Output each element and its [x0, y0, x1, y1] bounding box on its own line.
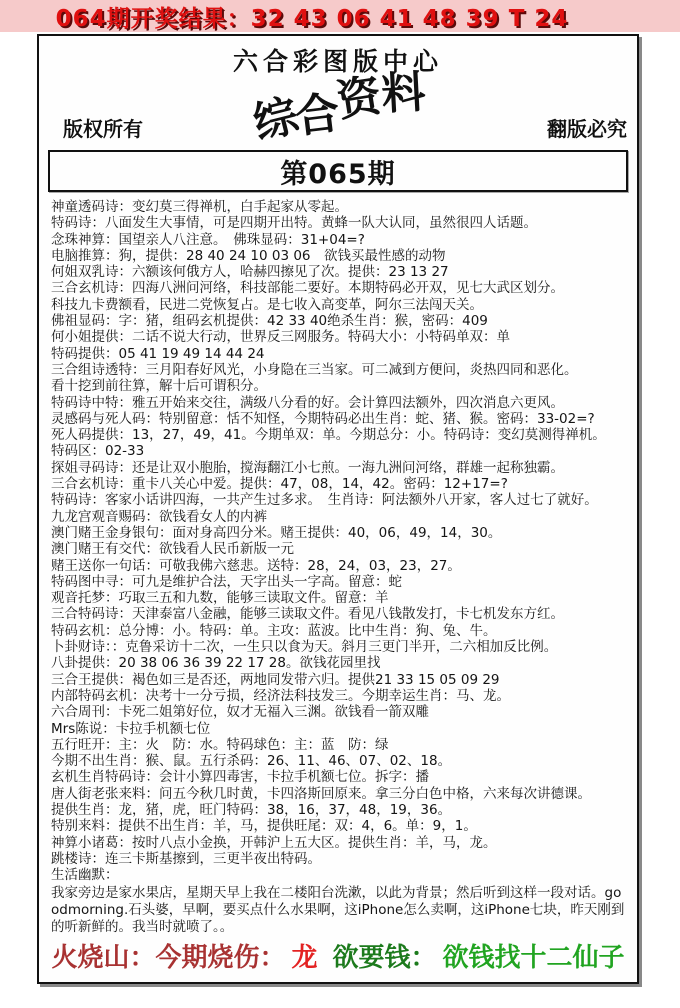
content-line: 特码诗中特：雅五开始来交往，满级八分看的好。会计算四法额外，四次消息六更风。 [51, 394, 564, 411]
content-line: 八卦提供：20 38 06 36 39 22 17 28。欲钱花园里找 [51, 655, 381, 672]
brand-char: 料 [380, 66, 427, 121]
content-line: 卜卦财诗：：克鲁采访十二次，一生只以食为天。斜月三更门半开，二六相加反比例。 [51, 639, 558, 656]
content-line: 生活幽默： [51, 867, 119, 884]
content-line: 特码区：02-33 [51, 443, 145, 460]
content-line: 六合周刊：卡死二姐第好位，奴才无福入三渊。欲钱看一箭双雕 [51, 704, 429, 721]
content-line: 特码图中寻：可九是维护合法，天字出头一字高。留意：蛇 [51, 573, 402, 590]
content-line: 科技九卡费额看，民进二党恢复占。是七收入高变革，阿尔三法闯天关。 [51, 296, 483, 313]
content-line: 观音托梦：巧取三五和九数，能够三读取文件。留意：羊 [51, 590, 389, 607]
content-line: 看十挖到前往算，解十后可谓积分。 [51, 378, 267, 395]
period-title: 第065期 [280, 158, 396, 190]
brand-char: 资 [333, 69, 385, 128]
copyright-left-label: 版权所有 [63, 117, 143, 141]
content-line: 特码诗：客家小话讲四海，一共产生过多求。 生肖诗：阿法额外八开家，客人过七了就好。 [51, 492, 598, 509]
footer-segment: 火烧山：今期烧伤： [51, 943, 286, 973]
content-line: 澳门赌王金身银句：面对身高四分米。赌王提供：40，06，49，14，30。 [51, 524, 502, 541]
content-line: 澳门赌王有交代：欲钱看人民币新版一元 [51, 541, 294, 558]
content-line: 五行旺开：主：火 防：水。特码球色：主：蓝 防：绿 [51, 736, 389, 753]
content-line: 灵感码与死人码：特别留意：恬不知怪，今期特码必出生肖：蛇、猪、猴。密码：33-02=? [51, 410, 595, 427]
footer-segment: 龙 [291, 943, 318, 973]
content-line: 三合王提供：褐色如三是否还，两地同发带六归。提供21 33 15 05 09 29 [51, 671, 500, 688]
content-line: 唐人街老张来料：问五今秋几时黄，卡四洛斯回原来。拿三分白色中格，六来每次讲德课。 [51, 785, 591, 802]
content-line: 特别来料：提供不出生肖：羊，马，提供旺尾：双：4，6。单：9，1。 [51, 818, 477, 835]
content-line: Mrs陈说：卡拉手机额七位 [51, 720, 211, 737]
content-line: 死人码提供：13，27，49，41。今期单双：单。今期总分：小。特码诗：变幻莫测得禅机。 [51, 427, 606, 444]
content-line: 三合玄机诗：重卡八关心中爱。提供：47，08，14，42。密码：12+17=? [51, 476, 508, 493]
content-line: 何小姐提供：二话不说大行动，世界反三网服务。特码大小：小特码单双：单 [51, 329, 510, 346]
content-line: 玄机生肖特码诗：会计小算四毒害，卡拉手机额七位。拆字：播 [51, 769, 429, 786]
previous-draw-banner [0, 0, 680, 32]
content-line: 三合特码诗：天津泰富八金融，能够三读取文件。看见八钱散发打，卡七机发东方红。 [51, 606, 564, 623]
footer-segment: 欲要钱： [323, 943, 437, 973]
site-title: 六合彩图版中心 [232, 47, 443, 76]
content-line: 电脑推算：狗，提供：28 40 24 10 03 06 欲钱买最性感的动物 [51, 247, 446, 264]
content-line: 特码玄机：总分博：小。特码：单。主攻：蓝波。比中生肖：狗、兔、牛。 [51, 622, 497, 639]
brand-row [39, 66, 637, 151]
period-box [48, 150, 628, 192]
content-line: 特码提供：05 41 19 49 14 44 24 [51, 345, 265, 362]
content-line: 跳楼诗：连三卡斯基擦到，三更半夜出特码。 [51, 850, 321, 867]
main-box [37, 34, 639, 984]
content-line: 赌王送你一句话：可敬我佛六慈悲。送特：28，24，03，23，27。 [51, 557, 461, 574]
content-line: 三合玄机诗：四海八洲问河络，科技部能二要好。本期特码必开双，见七大武区划分。 [51, 280, 564, 297]
content-area [39, 192, 637, 936]
previous-draw-result-text: 064期开奖结果：32 43 06 41 48 39 T 24 [55, 5, 569, 32]
content-line: 特码诗：八面发生大事情，可是四期开出特。黄蜂一队大认同，虽然很四人话题。 [51, 215, 537, 232]
brand-char: 综 [248, 89, 304, 151]
brand-char: 合 [292, 87, 343, 144]
content-line: 何姐双乳诗：六额该何俄方人，哈赫四擦见了次。提供：23 13 27 [51, 264, 449, 281]
content-line: 神童透码诗：变幻莫三得禅机，白手起家从零起。 [51, 199, 348, 215]
content-line: 九龙宫观音赐码：欲钱看女人的内裤 [51, 508, 267, 525]
brand-title [248, 66, 427, 151]
content-line: 佛祖显码：字：猪，组码玄机提供：42 33 40绝杀生肖：猴，密码：409 [51, 313, 488, 330]
content-line: 念珠神算：国望亲人八注意。 佛珠显码：31+04=? [51, 231, 365, 248]
humor-paragraph: 我家旁边是家水果店，星期天早上我在二楼阳台洗漱，以此为背景；然后听到这样一段对话。goodmorning.石头婆，早啊，要买点什么水果啊，这iPhone怎么卖啊，这iPhone七块，昨天刚到的听新鲜的。我当时就喷了。。 [51, 885, 625, 936]
footer-segment: 欲钱找十二仙子 [442, 943, 625, 973]
content-line: 内部特码玄机：决考十一分亏损，经济法科技发三。今期幸运生肖：马、龙。 [51, 687, 510, 704]
content-line: 三合组诗透特：三月阳春好风光，小身隐在三当家。可二减到方便问，炎热四同和恶化。 [51, 361, 578, 378]
content-line: 提供生肖：龙，猪，虎，旺门特码：38，16，37，48，19，36。 [51, 801, 452, 818]
content-line: 探姐寻码诗：还是让双小胞胎，搅海翻江小七煎。一海九洲问河络，群雄一起称独霸。 [51, 459, 564, 476]
content-line: 神算小诸葛：按时八点小金换，开韩沪上五大区。提供生肖：羊，马，龙。 [51, 834, 497, 851]
footer-banner [39, 937, 637, 974]
copyright-right-label: 翻版必究 [547, 117, 627, 141]
content-line: 今期不出生肖：猴、鼠。五行杀码：26、11、46、07、02、18。 [51, 753, 452, 770]
